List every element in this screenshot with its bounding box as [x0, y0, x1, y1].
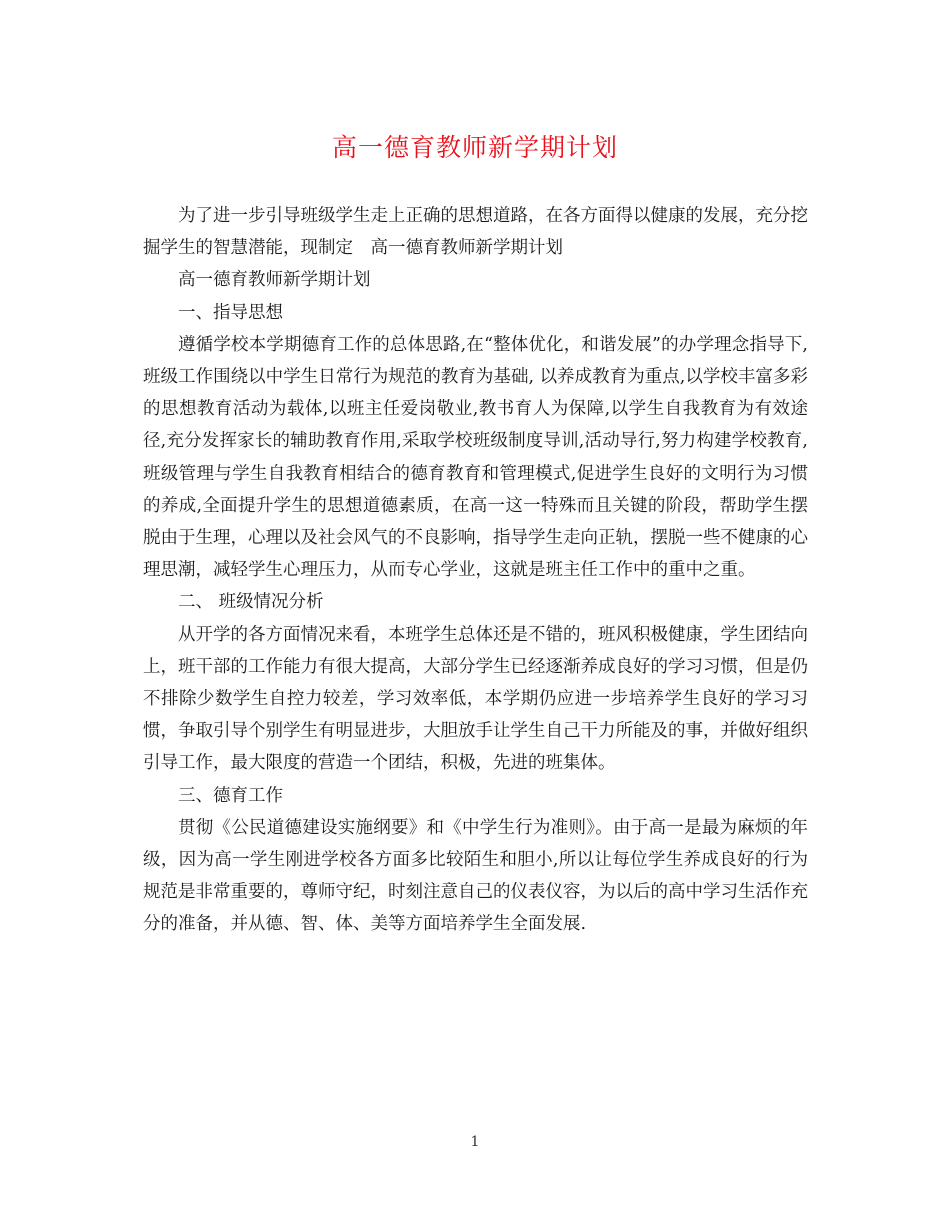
page-number: 1 — [470, 1134, 480, 1150]
section-heading-class-analysis: 二、 班级情况分析 — [178, 592, 324, 613]
class-analysis-paragraph: 从开学的各方面情况来看，本班学生总体还是不错的，班风积极健康，学生团结向上，班干部的工作能力有很大提高，大部分学生已经逐渐养成良好的学习习惯，但是仍不排除少数学生自控力较差，学习效率低，本学期仍应进一步培养学生良好的学习习惯，争取引导个别学生有明显进步，大胆放手让学生自己干力所能及的事，并做好组织引导工作，最大限度的营造一个团结，积极，先进的班集体。 — [143, 624, 808, 774]
document-body — [143, 200, 808, 941]
section-heading-moral-work: 三、德育工作 — [178, 785, 283, 806]
moral-work-paragraph: 贯彻《公民道德建设实施纲要》和《中学生行为准则》。由于高一是最为麻烦的年级，因为高一学生刚进学校各方面多比较陌生和胆小,所以让每位学生养成良好的行为规范是非常重要的，尊师守纪，时刻注意自己的仪表仪容，为以后的高中学习生活作充分的准备，并从德、智、体、美等方面培养学生全面发展. — [143, 817, 808, 935]
intro-paragraph: 为了进一步引导班级学生走上正确的思想道路，在各方面得以健康的发展，充分挖掘学生的智慧潜能，现制定 高一德育教师新学期计划 — [143, 206, 808, 259]
plan-heading: 高一德育教师新学期计划 — [178, 270, 371, 291]
guiding-thought-paragraph: 遵循学校本学期德育工作的总体思路,在“整体优化，和谐发展”的办学理念指导下,班级工作围绕以中学生日常行为规范的教育为基础, 以养成教育为重点,以学校丰富多彩的思想教育活动为载体,以班主任爱岗敬业,教书育人为保障,以学生自我教育为有效途径,充分发挥家长的辅助教育作用,采取学校班级制度导训,活动导行,努力构建学校教育,班级管理与学生自我教育相结合的德育教育和管理模式,促进学生良好的文明行为习惯的养成,全面提升学生的思想道德素质，在高一这一特殊而且关键的阶段，帮助学生摆脱由于生理，心理以及社会风气的不良影响，指导学生走向正轨，摆脱一些不健康的心理思潮，减轻学生心理压力，从而专心学业，这就是班主任工作中的重中之重。 — [143, 334, 808, 581]
document-title: 高一德育教师新学期计划 — [331, 133, 618, 162]
section-heading-guiding-thought: 一、指导思想 — [178, 302, 283, 323]
